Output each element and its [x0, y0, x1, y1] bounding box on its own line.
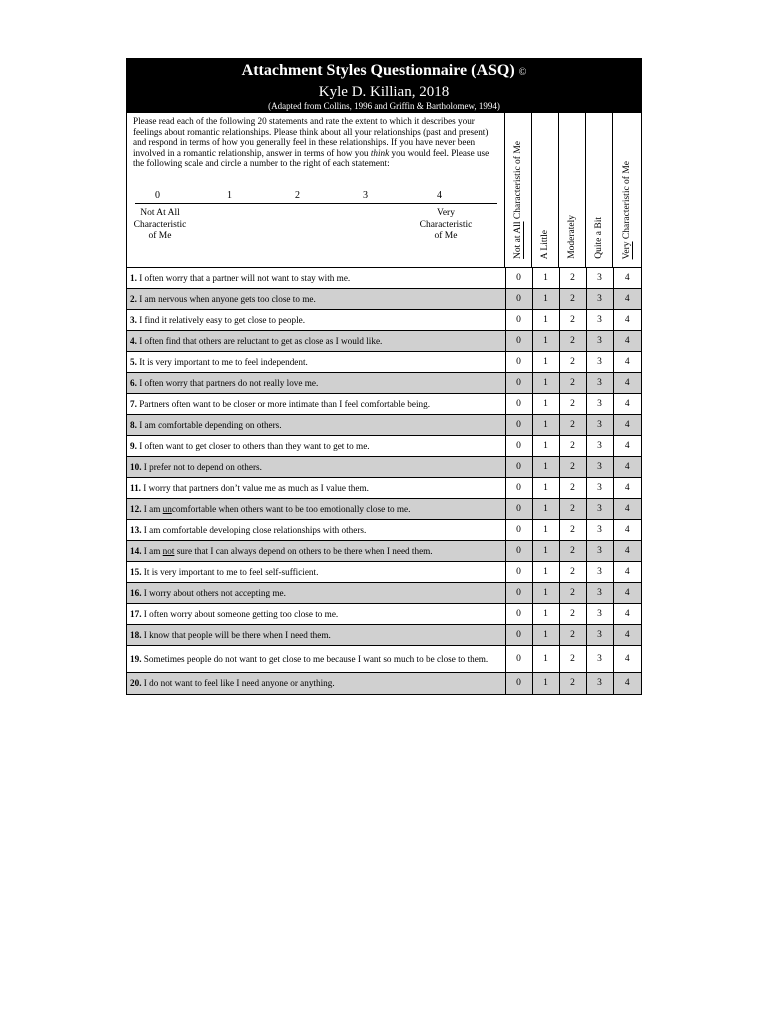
item-text-emph: un: [162, 503, 172, 514]
rating-option-4[interactable]: 4: [613, 562, 641, 583]
rating-option-4[interactable]: 4: [613, 457, 641, 478]
rating-option-1[interactable]: 1: [532, 268, 559, 289]
adapted-line: (Adapted from Collins, 1996 and Griffin & Bartholomew, 1994): [268, 101, 500, 111]
rating-option-4[interactable]: 4: [613, 436, 641, 457]
rating-option-1[interactable]: 1: [532, 352, 559, 373]
item-number: 8.: [130, 419, 137, 430]
rating-option-2[interactable]: 2: [559, 499, 586, 520]
scale-low-line: Not At All: [140, 208, 180, 218]
rating-option-3[interactable]: 3: [586, 541, 613, 562]
table-row: [127, 646, 641, 673]
items-table: [127, 267, 641, 694]
table-row: [127, 673, 641, 694]
rating-option-3[interactable]: 3: [586, 562, 613, 583]
rating-option-4[interactable]: 4: [613, 520, 641, 541]
rating-option-1[interactable]: 1: [532, 604, 559, 625]
table-row: [127, 289, 641, 310]
rating-option-4[interactable]: 4: [613, 541, 641, 562]
item-text: I often want to get closer to others than they want to get to me.: [139, 440, 370, 451]
item-text: I am comfortable developing close relationships with others.: [143, 524, 367, 535]
item-statement: [127, 289, 505, 310]
rating-option-2[interactable]: 2: [559, 289, 586, 310]
rating-option-2[interactable]: 2: [559, 394, 586, 415]
item-text: I am nervous when anyone gets too close to me.: [139, 293, 316, 304]
item-number: 4.: [130, 335, 137, 346]
table-row: [127, 394, 641, 415]
item-statement: [127, 625, 505, 646]
rating-option-0[interactable]: 0: [505, 352, 532, 373]
rating-option-4[interactable]: 4: [613, 499, 641, 520]
item-number: 11.: [130, 482, 141, 493]
rating-option-0[interactable]: 0: [505, 331, 532, 352]
rating-option-4[interactable]: 4: [613, 268, 641, 289]
item-text: Sometimes people do not want to get close to me because I want so much to be close to them.: [143, 653, 489, 664]
rating-option-4[interactable]: 4: [613, 352, 641, 373]
table-row: [127, 352, 641, 373]
rating-option-0[interactable]: 0: [505, 499, 532, 520]
rating-option-2[interactable]: 2: [559, 646, 586, 673]
item-statement: [127, 373, 505, 394]
rating-option-3[interactable]: 3: [586, 583, 613, 604]
item-text: I do not want to feel like I need anyone or anything.: [143, 678, 335, 688]
rating-option-4[interactable]: 4: [613, 604, 641, 625]
table-row: [127, 583, 641, 604]
item-text: I often worry about someone getting too close to me.: [143, 608, 339, 619]
item-text: I prefer not to depend on others.: [143, 461, 262, 472]
rating-option-1[interactable]: 1: [532, 673, 559, 694]
item-text: I am: [143, 503, 163, 514]
scale-low-label: [121, 208, 199, 243]
item-text: I often worry that a partner will not want to stay with me.: [139, 272, 351, 283]
table-row: [127, 268, 641, 289]
rating-option-3[interactable]: 3: [586, 289, 613, 310]
rating-option-2[interactable]: 2: [559, 541, 586, 562]
scale-number: 1: [227, 190, 232, 201]
rating-option-4[interactable]: 4: [613, 478, 641, 499]
rating-option-1[interactable]: 1: [532, 499, 559, 520]
item-text: I worry that partners don’t value me as much as I value them.: [143, 482, 369, 493]
table-row: [127, 373, 641, 394]
rating-option-3[interactable]: 3: [586, 625, 613, 646]
header-banner: [127, 59, 641, 112]
item-text: sure that I can always depend on others to be there when I need them.: [174, 545, 433, 556]
item-text: It is very important to me to feel independent.: [139, 356, 308, 367]
scale-line: [135, 191, 497, 204]
rating-option-0[interactable]: 0: [505, 562, 532, 583]
rating-option-4[interactable]: 4: [613, 373, 641, 394]
item-number: 14.: [130, 545, 142, 556]
item-number: 1.: [130, 272, 137, 283]
item-number: 5.: [130, 356, 137, 367]
item-number: 12.: [130, 503, 142, 514]
item-statement: [127, 520, 505, 541]
rating-option-0[interactable]: 0: [505, 583, 532, 604]
scale-number: 2: [295, 190, 300, 201]
column-header-emph: Very: [622, 241, 632, 259]
table-row: [127, 415, 641, 436]
item-number: 9.: [130, 440, 137, 451]
rating-option-4[interactable]: 4: [613, 310, 641, 331]
rating-option-0[interactable]: 0: [505, 436, 532, 457]
instructions: [127, 113, 505, 267]
column-header-4: [613, 113, 641, 267]
column-header-text: A Little: [540, 229, 550, 259]
rating-option-3[interactable]: 3: [586, 436, 613, 457]
item-text: I often worry that partners do not really love me.: [139, 377, 319, 388]
column-header-text: Characteristic of Me: [622, 160, 632, 242]
rating-option-0[interactable]: 0: [505, 673, 532, 694]
scale-high-line: of Me: [434, 231, 458, 241]
rating-option-2[interactable]: 2: [559, 268, 586, 289]
rating-option-3[interactable]: 3: [586, 499, 613, 520]
rating-option-2[interactable]: 2: [559, 352, 586, 373]
item-number: 19.: [130, 653, 142, 664]
item-statement: [127, 478, 505, 499]
scale-low-line: Characteristic: [133, 219, 187, 230]
rating-option-1[interactable]: 1: [532, 541, 559, 562]
rating-option-0[interactable]: 0: [505, 268, 532, 289]
rating-option-2[interactable]: 2: [559, 520, 586, 541]
rating-option-2[interactable]: 2: [559, 436, 586, 457]
item-statement: [127, 268, 505, 289]
item-text: I often find that others are reluctant to get as close as I would like.: [139, 335, 383, 346]
rating-option-2[interactable]: 2: [559, 310, 586, 331]
scale-high-line: Characteristic: [419, 219, 473, 230]
rating-option-2[interactable]: 2: [559, 373, 586, 394]
table-row: [127, 562, 641, 583]
rating-option-3[interactable]: 3: [586, 478, 613, 499]
item-number: 18.: [130, 629, 142, 640]
item-statement: [127, 646, 505, 673]
rating-option-1[interactable]: 1: [532, 289, 559, 310]
rating-option-4[interactable]: 4: [613, 673, 641, 694]
rating-option-1[interactable]: 1: [532, 310, 559, 331]
rating-option-3[interactable]: 3: [586, 604, 613, 625]
item-text: comfortable when others want to be too emotionally close to me.: [171, 503, 411, 514]
item-statement: [127, 562, 505, 583]
rating-option-3[interactable]: 3: [586, 646, 613, 673]
rating-option-2[interactable]: 2: [559, 331, 586, 352]
item-number: 2.: [130, 293, 137, 304]
column-header-2: [559, 113, 586, 267]
item-text: Partners often want to be closer or more intimate than I feel comfortable being.: [139, 398, 431, 409]
item-number: 6.: [130, 377, 137, 388]
rating-option-0[interactable]: 0: [505, 289, 532, 310]
rating-option-0[interactable]: 0: [505, 394, 532, 415]
item-statement: [127, 352, 505, 373]
column-header-0: [505, 113, 532, 267]
item-number: 17.: [130, 608, 142, 619]
rating-option-1[interactable]: 1: [532, 457, 559, 478]
rating-option-1[interactable]: 1: [532, 562, 559, 583]
item-text: I am: [143, 545, 163, 556]
item-number: 15.: [130, 566, 142, 577]
table-row: [127, 331, 641, 352]
rating-option-3[interactable]: 3: [586, 394, 613, 415]
rating-option-1[interactable]: 1: [532, 415, 559, 436]
item-statement: [127, 394, 505, 415]
rating-option-4[interactable]: 4: [613, 625, 641, 646]
table-row: [127, 457, 641, 478]
rating-option-3[interactable]: 3: [586, 310, 613, 331]
rating-option-0[interactable]: 0: [505, 373, 532, 394]
intro-section: [127, 112, 641, 267]
item-statement: [127, 673, 505, 694]
table-row: [127, 436, 641, 457]
item-text: I am comfortable depending on others.: [139, 419, 282, 430]
rating-option-3[interactable]: 3: [586, 331, 613, 352]
rating-option-1[interactable]: 1: [532, 373, 559, 394]
scale-low-line: of Me: [148, 231, 172, 241]
rating-option-2[interactable]: 2: [559, 604, 586, 625]
rating-option-0[interactable]: 0: [505, 478, 532, 499]
rating-option-3[interactable]: 3: [586, 673, 613, 694]
item-text: I worry about others not accepting me.: [143, 587, 286, 598]
scale-number: 0: [155, 190, 160, 201]
item-number: 10.: [130, 461, 142, 472]
rating-option-0[interactable]: 0: [505, 625, 532, 646]
scale-number: 3: [363, 190, 368, 201]
rating-option-4[interactable]: 4: [613, 583, 641, 604]
item-statement: [127, 457, 505, 478]
rating-option-3[interactable]: 3: [586, 520, 613, 541]
rating-option-2[interactable]: 2: [559, 478, 586, 499]
item-statement: [127, 604, 505, 625]
questionnaire-sheet: [126, 58, 642, 695]
table-row: [127, 499, 641, 520]
rating-option-4[interactable]: 4: [613, 646, 641, 673]
rating-option-3[interactable]: 3: [586, 415, 613, 436]
rating-option-4[interactable]: 4: [613, 415, 641, 436]
scale-high-label: [403, 208, 489, 243]
author-line: Kyle D. Killian, 2018: [318, 84, 450, 100]
item-statement: [127, 583, 505, 604]
rating-option-4[interactable]: 4: [613, 289, 641, 310]
copyright-symbol: ©: [518, 67, 527, 78]
table-row: [127, 541, 641, 562]
item-statement: [127, 541, 505, 562]
item-statement: [127, 499, 505, 520]
rating-option-2[interactable]: 2: [559, 583, 586, 604]
column-header-3: [586, 113, 613, 267]
instructions-part2: you would feel. Please use the following scale and circle a number to the right of each statement:: [133, 147, 490, 169]
title-text: Attachment Styles Questionnaire (ASQ): [241, 62, 515, 79]
column-header-text: Moderately: [567, 215, 577, 259]
table-row: [127, 310, 641, 331]
instructions-part1: Please read each of the following 20 statements and rate the extent to which it describes your feelings about romantic relationships. Please think about all your relationships (past and present) and respond in terms of how you generally feel in these relationships. If you have never been involved in a romantic relationship, answer in terms of how you: [133, 116, 489, 158]
table-row: [127, 520, 641, 541]
rating-option-1[interactable]: 1: [532, 583, 559, 604]
item-number: 20.: [130, 678, 142, 688]
rating-option-0[interactable]: 0: [505, 310, 532, 331]
rating-option-0[interactable]: 0: [505, 415, 532, 436]
rating-option-1[interactable]: 1: [532, 520, 559, 541]
item-statement: [127, 331, 505, 352]
rating-option-2[interactable]: 2: [559, 625, 586, 646]
rating-option-1[interactable]: 1: [532, 625, 559, 646]
rating-option-1[interactable]: 1: [532, 436, 559, 457]
scale-number: 4: [437, 190, 442, 201]
rating-option-2[interactable]: 2: [559, 457, 586, 478]
rating-option-0[interactable]: 0: [505, 520, 532, 541]
item-number: 7.: [130, 398, 137, 409]
table-row: [127, 625, 641, 646]
column-header-text: Characteristic of Me: [513, 141, 523, 222]
rating-option-0[interactable]: 0: [505, 541, 532, 562]
rating-option-3[interactable]: 3: [586, 352, 613, 373]
rating-option-3[interactable]: 3: [586, 268, 613, 289]
table-row: [127, 604, 641, 625]
item-number: 3.: [130, 314, 137, 325]
column-header-1: [532, 113, 559, 267]
rating-option-2[interactable]: 2: [559, 415, 586, 436]
item-statement: [127, 436, 505, 457]
column-header-text: Quite a Bit: [594, 217, 604, 259]
rating-option-0[interactable]: 0: [505, 646, 532, 673]
rating-option-2[interactable]: 2: [559, 673, 586, 694]
item-number: 13.: [130, 524, 142, 535]
instructions-think: think: [370, 147, 390, 158]
item-text-emph: not: [162, 545, 175, 556]
rating-option-3[interactable]: 3: [586, 457, 613, 478]
rating-option-1[interactable]: 1: [532, 478, 559, 499]
rating-option-1[interactable]: 1: [532, 331, 559, 352]
rating-option-0[interactable]: 0: [505, 604, 532, 625]
table-row: [127, 478, 641, 499]
scale-high-line: Very: [437, 208, 455, 218]
item-text: I find it relatively easy to get close to people.: [139, 314, 306, 325]
rating-option-3[interactable]: 3: [586, 373, 613, 394]
column-header-emph: Not at All: [513, 221, 523, 259]
rating-option-2[interactable]: 2: [559, 562, 586, 583]
item-number: 16.: [130, 587, 142, 598]
item-statement: [127, 415, 505, 436]
rating-option-0[interactable]: 0: [505, 457, 532, 478]
rating-option-4[interactable]: 4: [613, 331, 641, 352]
item-text: It is very important to me to feel self-sufficient.: [143, 566, 319, 577]
page-title: [127, 61, 641, 83]
rating-option-1[interactable]: 1: [532, 394, 559, 415]
item-text: I know that people will be there when I need them.: [143, 629, 331, 640]
rating-option-4[interactable]: 4: [613, 394, 641, 415]
rating-option-1[interactable]: 1: [532, 646, 559, 673]
item-statement: [127, 310, 505, 331]
rating-scale: [133, 190, 497, 241]
column-headers: [505, 113, 641, 267]
